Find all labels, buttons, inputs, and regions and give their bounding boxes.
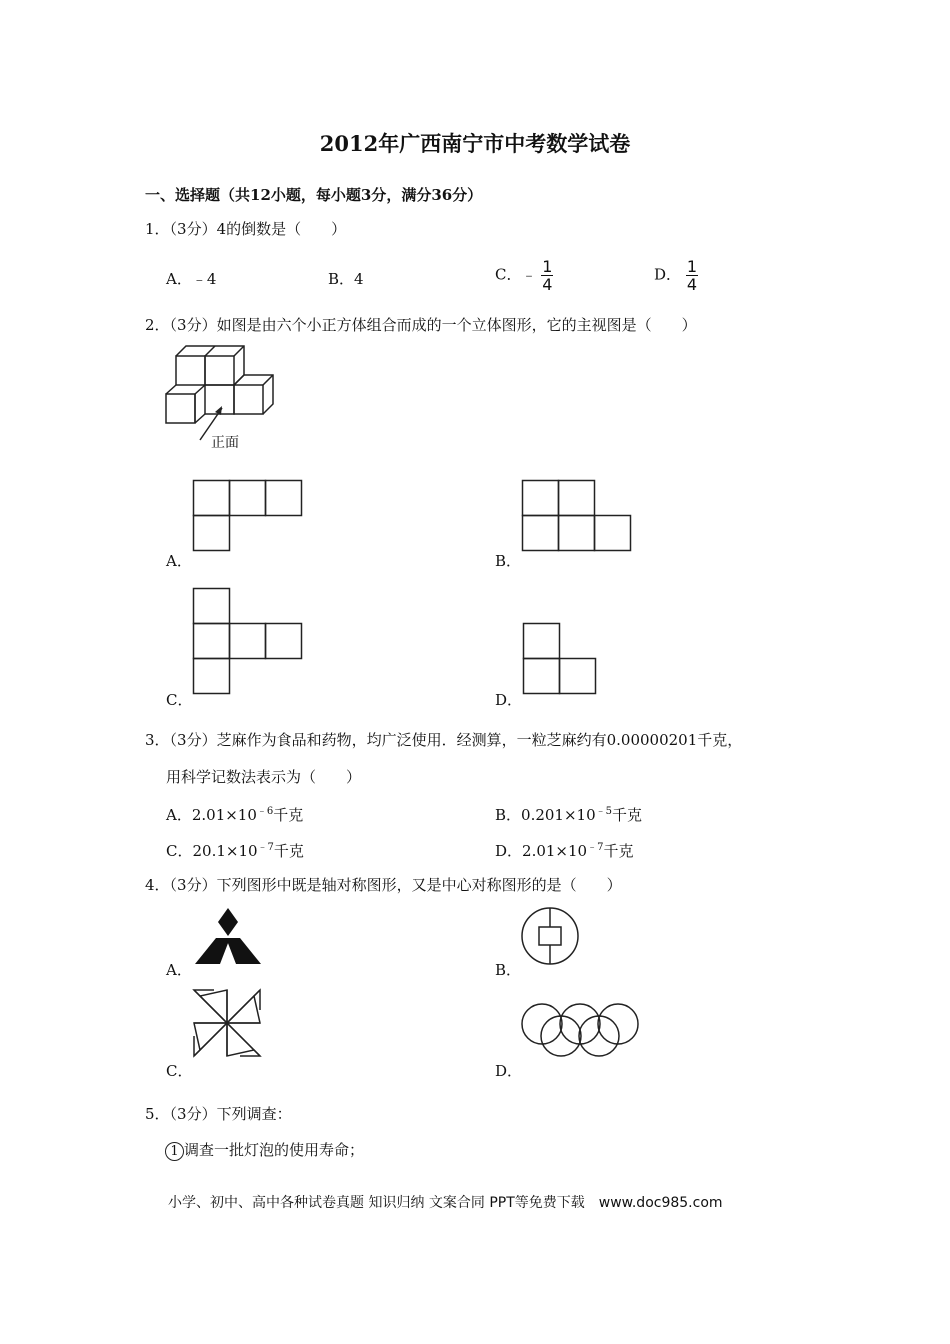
q4-option-c: C． [166, 1062, 193, 1080]
q1-option-a: A．﹣4 [166, 270, 217, 288]
q1-option-c-fraction: $\frac{1}{4}$ [542, 257, 553, 294]
q4-option-b-figure [520, 906, 582, 968]
q3-option-c: C．$20.1\times 10^{﹣7}$千克 [166, 842, 304, 860]
q1-option-d-prefix: D． [654, 265, 682, 284]
question-5-stem: 5．（3分）下列调查： [145, 1105, 292, 1123]
q2-option-b-figure [522, 480, 632, 552]
page-footer: 小学、初中、高中各种试卷真题 知识归纳 文案合同 PPT等免费下载 www.doc985.com [168, 1195, 723, 1211]
q4-option-a-figure [195, 906, 261, 966]
q3-option-a: A．$2.01\times 10^{﹣6}$千克 [166, 806, 304, 824]
question-3-stem-line1: 3．（3分）芝麻作为食品和药物，均广泛使用．经测算，一粒芝麻约有0.00000201千克， [145, 731, 743, 749]
q1-option-b: B．4 [328, 270, 364, 288]
question-1-stem: 1．（3分）4的倒数是（ ） [145, 220, 347, 238]
q4-option-b: B． [495, 961, 522, 979]
q1-option-c-prefix: C．﹣ [495, 265, 537, 284]
q2-option-c: C． [166, 691, 193, 709]
question-2-stem: 2．（3分）如图是由六个小正方体组合而成的一个立体图形，它的主视图是（ ） [145, 316, 697, 334]
q2-option-a-figure [193, 480, 303, 552]
q5-item-1: 1 调查一批灯泡的使用寿命； [165, 1139, 364, 1161]
question-4-stem: 4．（3分）下列图形中既是轴对称图形，又是中心对称图形的是（ ） [145, 876, 622, 894]
section-heading: 一、选择题（共12小题，每小题3分，满分36分） [145, 186, 483, 204]
q1-option-d-fraction: $\frac{1}{4}$ [686, 257, 697, 294]
question-3-stem-line2: 用科学记数法表示为（ ） [166, 768, 362, 786]
q1-option-d [654, 258, 698, 293]
q3-option-d: D．$2.01\times 10^{﹣7}$千克 [495, 842, 634, 860]
circled-number-1: 1 [165, 1142, 184, 1161]
q1-option-c [495, 258, 553, 293]
q4-option-a: A． [166, 961, 192, 979]
q2-option-c-figure [193, 588, 303, 696]
q4-option-d-figure [520, 1002, 642, 1060]
q4-option-d: D． [495, 1062, 523, 1080]
q3-option-b: B．$0.201\times 10^{﹣5}$千克 [495, 806, 643, 824]
q4-option-c-figure [194, 990, 262, 1058]
page-title: 2012年广西南宁市中考数学试卷 [319, 131, 631, 156]
q2-option-b: B． [495, 552, 522, 570]
q2-option-d: D． [495, 691, 523, 709]
q2-option-a: A． [166, 552, 192, 570]
front-view-label: 正面 [211, 435, 239, 451]
q2-option-d-figure [523, 623, 599, 695]
